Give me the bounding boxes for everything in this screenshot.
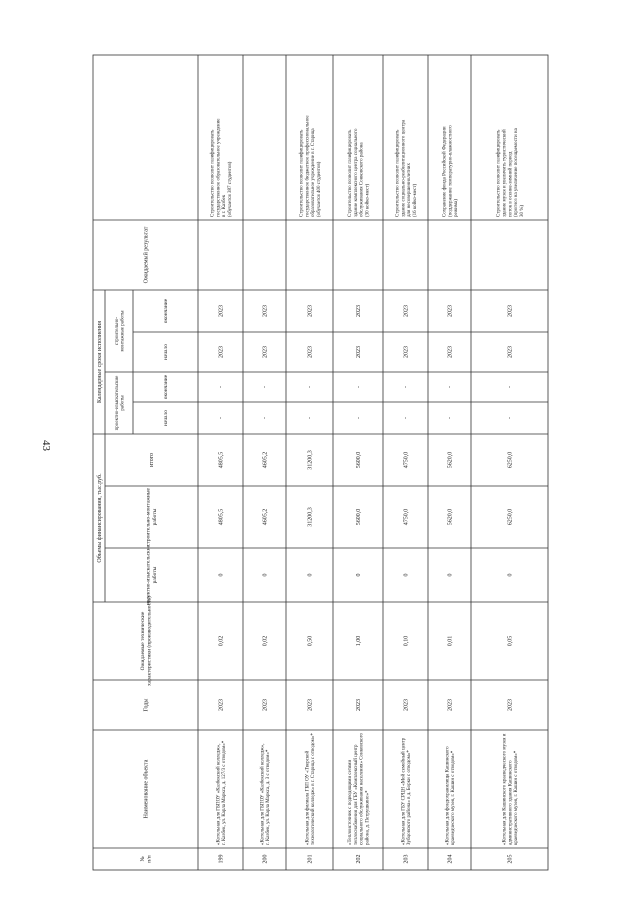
row-year: 2023 <box>218 699 225 711</box>
header-years: Годы <box>143 698 150 712</box>
row-financing-design: 0 <box>262 573 269 577</box>
row-financing-construction: 5620,0 <box>447 508 454 526</box>
row-financing-total: 5600,0 <box>356 451 363 469</box>
row-design-start: - <box>262 417 269 419</box>
header-name: Наименование объекта <box>143 759 150 819</box>
row-name: «Котельная для фондохранилища Кашинскогокраеведческого музея, г. Кашин с отводом»* <box>445 746 457 845</box>
row-financing-design: 0 <box>307 573 314 577</box>
row-number: 205 <box>507 854 514 864</box>
row-number: 203 <box>403 854 410 864</box>
row-financing-total: 31200,3 <box>307 450 314 470</box>
row-design-start: - <box>507 417 514 419</box>
row-design-start: - <box>447 417 454 419</box>
row-construction-end: 2023 <box>403 305 410 317</box>
row-construction-end: 2023 <box>218 305 225 317</box>
row-construction-start: 2023 <box>262 346 269 358</box>
row-construction-start: 2023 <box>356 346 363 358</box>
header-characteristics: Ожидаемые техническиехарактеристики (производительность) <box>140 596 153 686</box>
header-financing: Объемы финансирования, тыс.руб. <box>97 473 104 563</box>
header-no: №п/п <box>140 855 153 863</box>
row-design-start: - <box>307 417 314 419</box>
row-design-end: - <box>307 386 314 388</box>
row-construction-end: 2023 <box>356 305 363 317</box>
header-construction-start: начало <box>162 344 169 360</box>
row-design-start: - <box>403 417 410 419</box>
row-result: Строительство позволит газифицироватьгосударственное бюджетное профессиональноеобразовательное учреждение в г. Старица(обучается 400 студентов) <box>299 115 323 217</box>
header-design-start: начало <box>162 410 169 426</box>
row-design-start: - <box>356 417 363 419</box>
row-year: 2023 <box>403 699 410 711</box>
row-result: Строительство позволит газифицироватьздание комплексного центра социальногообслуживания Сонковского района(30 койко-мест) <box>347 128 371 217</box>
row-characteristics: 0,05 <box>507 635 514 647</box>
row-result: Строительство позволит газифицироватьгосударственное образовательное учреждениев г. Казбек(обучается 387 студентов) <box>210 118 234 217</box>
row-year: 2023 <box>356 699 363 711</box>
row-financing-total: 5620,0 <box>447 451 454 469</box>
row-financing-construction: 31200,3 <box>307 507 314 527</box>
row-design-end: - <box>262 386 269 388</box>
row-name: «Котельная для филиала ГБП ОУ «Тверскойтехнологический колледж» в г. Старица с отводом»* <box>305 733 317 845</box>
row-construction-end: 2023 <box>447 305 454 317</box>
row-financing-design: 0 <box>356 573 363 577</box>
row-name: «Котельная для ГБУ СРЦН «Мой семейный центрЗубцовского района» в д. Борки с отводом»* <box>401 737 413 845</box>
row-financing-design: 0 <box>403 573 410 577</box>
header-financing-total: итого <box>149 452 156 468</box>
row-year: 2023 <box>307 699 314 711</box>
row-construction-start: 2023 <box>218 346 225 358</box>
row-number: 200 <box>262 854 269 864</box>
row-characteristics: 1,00 <box>356 635 363 647</box>
row-construction-end: 2023 <box>307 305 314 317</box>
row-year: 2023 <box>447 699 454 711</box>
row-design-end: - <box>403 386 410 388</box>
row-number: 202 <box>356 854 363 864</box>
row-financing-design: 0 <box>218 573 225 577</box>
header-financing-design: проектно-изыскательскиеработы <box>145 544 159 606</box>
row-name: «Котельная для Кашинского краеведческого музея иадминистративного здания Кашинскогокраеведческого музея, г. Кашин с отводом»* <box>502 733 520 845</box>
row-design-start: - <box>218 417 225 419</box>
header-design-end: окончание <box>162 374 169 400</box>
row-financing-construction: 5600,0 <box>356 508 363 526</box>
header-calendar-construction: строительно-монтажные работы <box>114 310 126 352</box>
row-financing-total: 6250,0 <box>507 451 514 469</box>
row-result: Сохранение фонда Российской Федерации(поддержание температурно-влажностногорежима) <box>442 125 460 217</box>
row-year: 2023 <box>262 699 269 711</box>
row-design-end: - <box>218 386 225 388</box>
row-design-end: - <box>356 386 363 388</box>
header-financing-construction: строительно-монтажныеработы <box>145 488 159 546</box>
row-result: Строительство позволит газифицироватьздание музея и увеличить туристическийпоток в осенне-зимний период(прогноз на увеличение посещаемости на30 %) <box>496 128 526 217</box>
row-financing-construction: 4750,0 <box>403 508 410 526</box>
row-construction-end: 2023 <box>507 305 514 317</box>
row-financing-total: 4605,2 <box>262 451 269 469</box>
row-number: 201 <box>307 854 314 864</box>
header-calendar: Календарные сроки исполнения <box>97 321 104 403</box>
row-result: Строительство позволит газифицироватьздание социально-реабилитационного центрадля несовершеннолетних(16 койко-мест) <box>395 119 419 217</box>
header-construction-end: окончание <box>162 298 169 324</box>
row-name: «Котельная для ГБПОУ «Казбекский колледж»,г. Казбек, ул. Карла Маркса, д. 3 с отводом»* <box>260 743 272 845</box>
row-construction-start: 2023 <box>447 346 454 358</box>
row-name: «Теплоисточник с подводящими сетямитеплоснабжения для ГБУ «Комплексный центрсоциального обслуживания населения» Сонковскогорайона, д. Петрушкино»* <box>347 732 371 845</box>
row-number: 199 <box>218 854 225 864</box>
row-construction-start: 2023 <box>403 346 410 358</box>
header-result: Ожидаемый результат <box>143 226 150 284</box>
row-characteristics: 0,01 <box>447 635 454 647</box>
row-financing-total: 4805,5 <box>218 451 225 469</box>
row-number: 204 <box>447 854 454 864</box>
row-financing-total: 4750,0 <box>403 451 410 469</box>
header-calendar-design: проектно-изыскательскиеработы <box>114 375 126 431</box>
row-financing-construction: 4805,5 <box>218 508 225 526</box>
row-construction-start: 2023 <box>307 346 314 358</box>
row-financing-design: 0 <box>507 573 514 577</box>
row-financing-construction: 4605,2 <box>262 508 269 526</box>
row-characteristics: 0,02 <box>262 635 269 647</box>
row-financing-construction: 6250,0 <box>507 508 514 526</box>
row-characteristics: 0,50 <box>307 635 314 647</box>
row-construction-start: 2023 <box>507 346 514 358</box>
row-name: «Котельная для ГБПОУ «Казбекский колледж»,г. Казбек, ул. Карла Маркса, д. 127/3 с отводом»* <box>216 740 228 845</box>
row-design-end: - <box>507 386 514 388</box>
row-characteristics: 0,10 <box>403 635 410 647</box>
row-characteristics: 0,02 <box>218 635 225 647</box>
row-year: 2023 <box>507 699 514 711</box>
row-construction-end: 2023 <box>262 305 269 317</box>
page-number: 43 <box>40 440 52 451</box>
row-design-end: - <box>447 386 454 388</box>
row-financing-design: 0 <box>447 573 454 577</box>
